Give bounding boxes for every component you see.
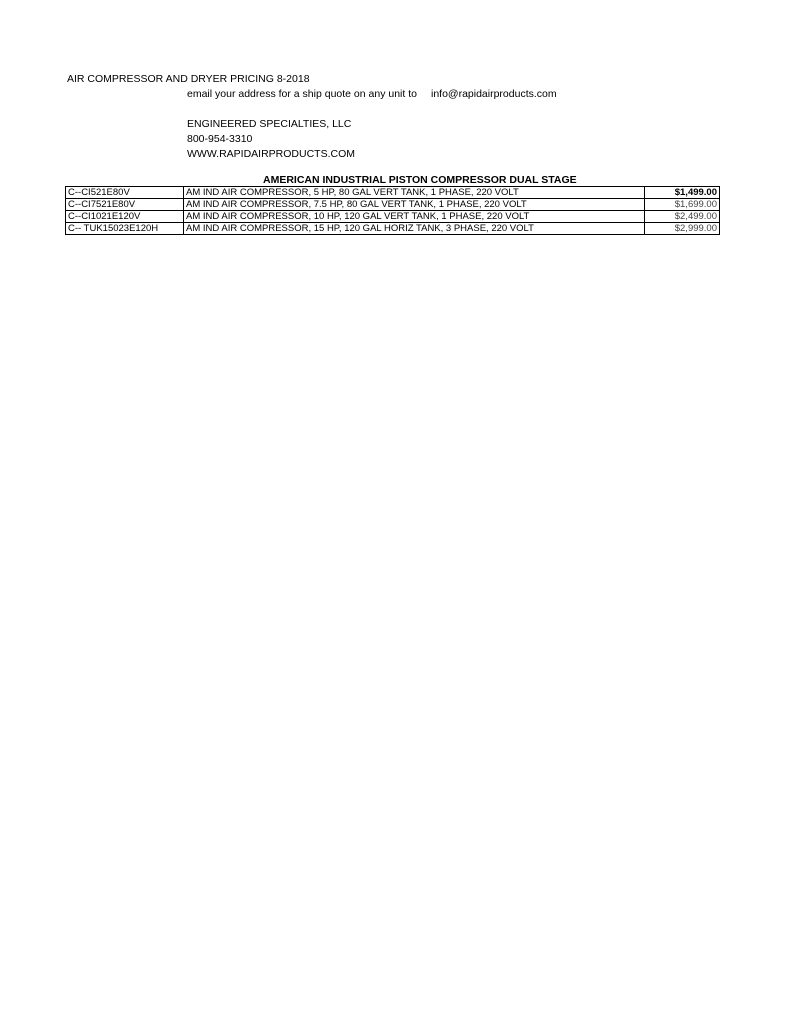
email-prompt: email your address for a ship quote on any unit to: [187, 88, 417, 100]
product-price: $2,999.00: [645, 223, 720, 235]
part-number: C-- TUK15023E120H: [66, 223, 184, 235]
product-price: $1,499.00: [645, 187, 720, 199]
company-name: ENGINEERED SPECIALTIES, LLC: [187, 118, 352, 130]
email-address: info@rapidairproducts.com: [430, 88, 557, 100]
product-price: $2,499.00: [645, 211, 720, 223]
price-table: [65, 186, 720, 235]
document-title: AIR COMPRESSOR AND DRYER PRICING 8-2018: [67, 73, 310, 85]
part-number: C--CI521E80V: [66, 187, 184, 199]
product-description: AM IND AIR COMPRESSOR, 15 HP, 120 GAL HORIZ TANK, 3 PHASE, 220 VOLT: [184, 223, 645, 235]
section-heading: AMERICAN INDUSTRIAL PISTON COMPRESSOR DUAL STAGE: [263, 174, 577, 186]
part-number: C--CI7521E80V: [66, 199, 184, 211]
table-row: [66, 211, 720, 223]
product-description: AM IND AIR COMPRESSOR, 5 HP, 80 GAL VERT TANK, 1 PHASE, 220 VOLT: [184, 187, 645, 199]
table-row: [66, 199, 720, 211]
product-description: AM IND AIR COMPRESSOR, 7.5 HP, 80 GAL VERT TANK, 1 PHASE, 220 VOLT: [184, 199, 645, 211]
company-website: WWW.RAPIDAIRPRODUCTS.COM: [187, 148, 355, 160]
product-description: AM IND AIR COMPRESSOR, 10 HP, 120 GAL VERT TANK, 1 PHASE, 220 VOLT: [184, 211, 645, 223]
part-number: C--CI1021E120V: [66, 211, 184, 223]
company-phone: 800-954-3310: [187, 133, 253, 145]
table-row: [66, 223, 720, 235]
table-row: [66, 187, 720, 199]
email-quote-line: [187, 88, 557, 100]
product-price: $1,699.00: [645, 199, 720, 211]
